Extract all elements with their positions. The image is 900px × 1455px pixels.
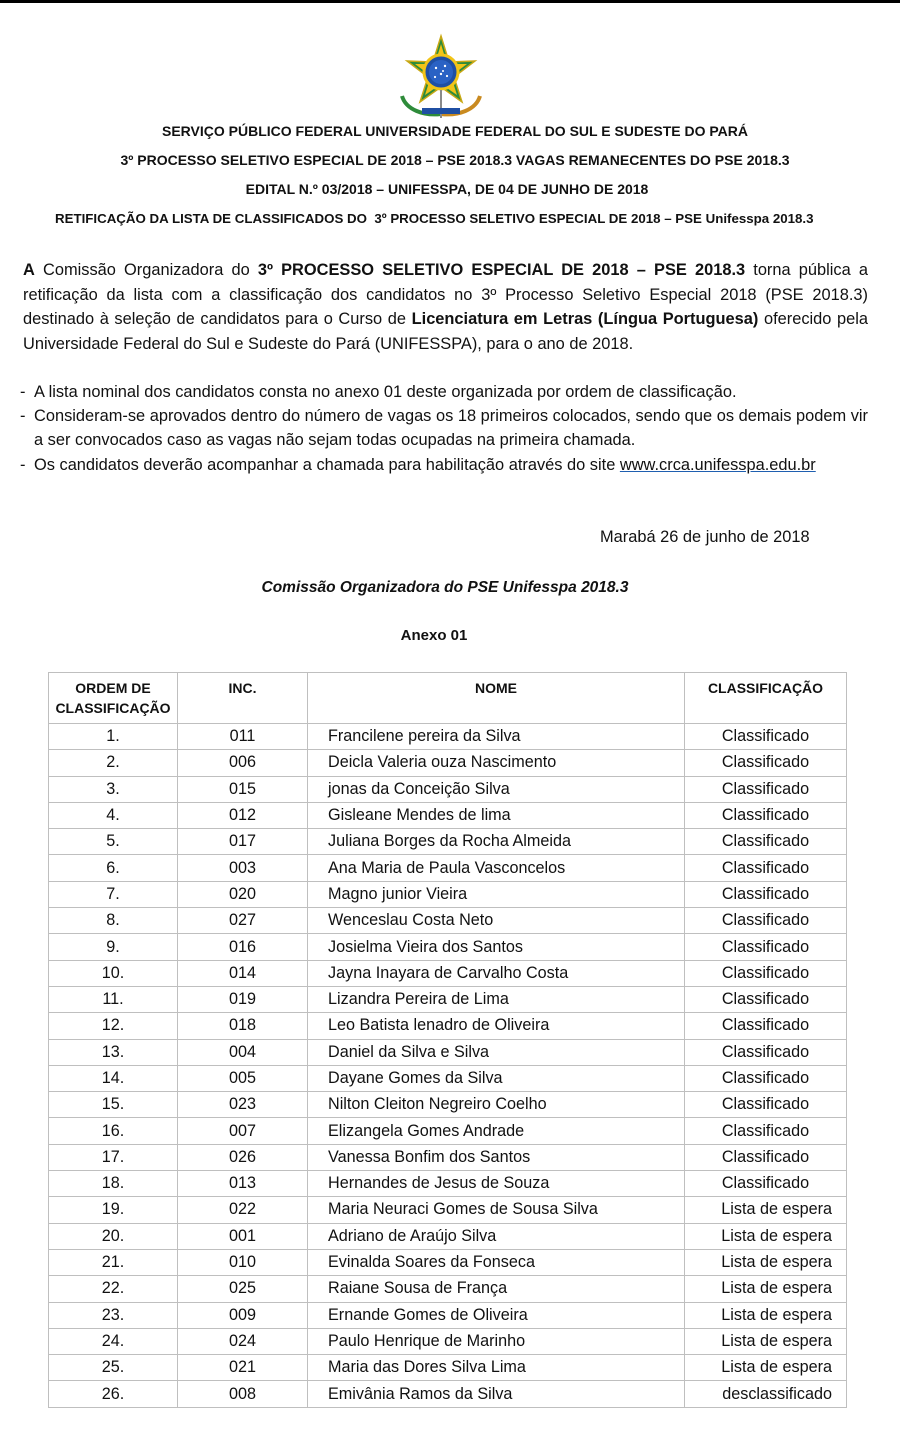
column-header-status: CLASSIFICAÇÃO	[685, 673, 847, 724]
header-line-3: EDITAL N.º 03/2018 – UNIFESSPA, DE 04 DE JUNHO DE 2018	[245, 181, 649, 197]
classification-table	[48, 672, 847, 1408]
bullet-dash: -	[20, 407, 26, 426]
status-cell: Classificado	[685, 724, 847, 750]
table-row	[49, 1328, 847, 1354]
order-cell: 24.	[49, 1328, 178, 1354]
bullet-list	[20, 380, 868, 477]
table-row	[49, 1171, 847, 1197]
status-cell: Classificado	[685, 881, 847, 907]
inc-cell: 022	[178, 1197, 308, 1223]
order-cell: 7.	[49, 881, 178, 907]
name-cell: Emivânia Ramos da Silva	[308, 1381, 685, 1407]
name-cell: Magno junior Vieira	[308, 881, 685, 907]
order-cell: 13.	[49, 1039, 178, 1065]
inc-cell: 018	[178, 1013, 308, 1039]
name-cell: Hernandes de Jesus de Souza	[308, 1171, 685, 1197]
dateline: Marabá 26 de junho de 2018	[600, 528, 810, 546]
order-cell: 20.	[49, 1223, 178, 1249]
name-cell: Dayane Gomes da Silva	[308, 1065, 685, 1091]
table-row	[49, 986, 847, 1012]
table-row	[49, 1223, 847, 1249]
table-row	[49, 934, 847, 960]
annex-title: Anexo 01	[400, 627, 468, 644]
order-cell: 23.	[49, 1302, 178, 1328]
status-cell: Lista de espera	[685, 1302, 847, 1328]
inc-cell: 017	[178, 829, 308, 855]
name-cell: Vanessa Bonfim dos Santos	[308, 1144, 685, 1170]
order-cell: 12.	[49, 1013, 178, 1039]
status-cell: Classificado	[685, 1144, 847, 1170]
status-cell: Lista de espera	[685, 1276, 847, 1302]
bullet-dash: -	[20, 383, 26, 401]
status-cell: Classificado	[685, 802, 847, 828]
inc-cell: 027	[178, 908, 308, 934]
name-cell: Leo Batista lenadro de Oliveira	[308, 1013, 685, 1039]
name-cell: Ernande Gomes de Oliveira	[308, 1302, 685, 1328]
status-cell: Classificado	[685, 908, 847, 934]
status-cell: Lista de espera	[685, 1355, 847, 1381]
bullet-dash: -	[20, 455, 26, 474]
order-cell: 22.	[49, 1276, 178, 1302]
status-cell: Lista de espera	[685, 1249, 847, 1275]
table-row	[49, 881, 847, 907]
table-row	[49, 750, 847, 776]
column-header-name: NOME	[308, 673, 685, 724]
inc-cell: 004	[178, 1039, 308, 1065]
order-cell: 19.	[49, 1197, 178, 1223]
table-row	[49, 1276, 847, 1302]
bullet-item-1	[20, 380, 868, 404]
name-cell: Paulo Henrique de Marinho	[308, 1328, 685, 1354]
intro-bold-a: A	[23, 261, 35, 279]
order-cell: 4.	[49, 802, 178, 828]
status-cell: Classificado	[685, 855, 847, 881]
name-cell: Elizangela Gomes Andrade	[308, 1118, 685, 1144]
table-row	[49, 1355, 847, 1381]
inc-cell: 023	[178, 1092, 308, 1118]
crca-site-link[interactable]: www.crca.unifesspa.edu.br	[619, 455, 816, 474]
status-cell: desclassificado	[685, 1381, 847, 1407]
table-row	[49, 829, 847, 855]
inc-cell: 014	[178, 960, 308, 986]
name-cell: jonas da Conceição Silva	[308, 776, 685, 802]
status-cell: Classificado	[685, 1118, 847, 1144]
inc-cell: 008	[178, 1381, 308, 1407]
bullet-text-1: A lista nominal dos candidatos consta no anexo 01 deste organizada por ordem de classificação.	[34, 383, 737, 401]
table-row	[49, 1118, 847, 1144]
order-cell: 21.	[49, 1249, 178, 1275]
order-cell: 16.	[49, 1118, 178, 1144]
order-cell: 14.	[49, 1065, 178, 1091]
bullet-text-2: Consideram-se aprovados dentro do número de vagas os 18 primeiros colocados, sendo que os demais podem vir a ser convocados caso as vagas não sejam todas ocupadas na primeira chamada.	[34, 407, 868, 450]
order-cell: 25.	[49, 1355, 178, 1381]
table-row	[49, 1013, 847, 1039]
table-row	[49, 1381, 847, 1407]
intro-bold-c: Licenciatura em Letras (Língua Portuguesa)	[411, 310, 759, 328]
inc-cell: 010	[178, 1249, 308, 1275]
name-cell: Wenceslau Costa Neto	[308, 908, 685, 934]
column-header-inc: INC.	[178, 673, 308, 724]
header-line-1: SERVIÇO PÚBLICO FEDERAL UNIVERSIDADE FEDERAL DO SUL E SUDESTE DO PARÁ	[161, 123, 748, 139]
table-body	[49, 724, 847, 1408]
status-cell: Lista de espera	[685, 1197, 847, 1223]
name-cell: Josielma Vieira dos Santos	[308, 934, 685, 960]
bullet-item-2	[20, 404, 868, 452]
intro-paragraph	[23, 258, 868, 356]
inc-cell: 025	[178, 1276, 308, 1302]
table-row	[49, 776, 847, 802]
table-row	[49, 724, 847, 750]
header-line-2: 3º PROCESSO SELETIVO ESPECIAL DE 2018 – PSE 2018.3 VAGAS REMANECENTES DO PSE 2018.3	[120, 152, 790, 168]
order-cell: 15.	[49, 1092, 178, 1118]
name-cell: Raiane Sousa de França	[308, 1276, 685, 1302]
status-cell: Classificado	[685, 1039, 847, 1065]
inc-cell: 015	[178, 776, 308, 802]
order-cell: 18.	[49, 1171, 178, 1197]
table-row	[49, 1302, 847, 1328]
table-row	[49, 802, 847, 828]
order-cell: 2.	[49, 750, 178, 776]
table-header-row	[49, 673, 847, 724]
order-cell: 6.	[49, 855, 178, 881]
name-cell: Daniel da Silva e Silva	[308, 1039, 685, 1065]
table-row	[49, 1092, 847, 1118]
table-row	[49, 1197, 847, 1223]
inc-cell: 009	[178, 1302, 308, 1328]
status-cell: Classificado	[685, 934, 847, 960]
name-cell: Adriano de Araújo Silva	[308, 1223, 685, 1249]
inc-cell: 024	[178, 1328, 308, 1354]
inc-cell: 019	[178, 986, 308, 1012]
classification-table-wrapper	[48, 672, 846, 1408]
name-cell: Deicla Valeria ouza Nascimento	[308, 750, 685, 776]
status-cell: Classificado	[685, 776, 847, 802]
status-cell: Classificado	[685, 1092, 847, 1118]
inc-cell: 021	[178, 1355, 308, 1381]
order-cell: 10.	[49, 960, 178, 986]
order-cell: 8.	[49, 908, 178, 934]
name-cell: Juliana Borges da Rocha Almeida	[308, 829, 685, 855]
name-cell: Evinalda Soares da Fonseca	[308, 1249, 685, 1275]
status-cell: Classificado	[685, 960, 847, 986]
order-cell: 9.	[49, 934, 178, 960]
name-cell: Maria Neuraci Gomes de Sousa Silva	[308, 1197, 685, 1223]
name-cell: Maria das Dores Silva Lima	[308, 1355, 685, 1381]
status-cell: Classificado	[685, 829, 847, 855]
header-line-4: RETIFICAÇÃO DA LISTA DE CLASSIFICADOS DO 3º PROCESSO SELETIVO ESPECIAL DE 2018 – PSE Unifesspa 2018.3	[55, 211, 814, 226]
status-cell: Classificado	[685, 750, 847, 776]
intro-text-b: torna pública a retificação da lista com a classificação dos candidatos no 3º Processo Seletivo Especial 2018 (PSE 2018.3) destinado à seleção de candidatos para o Curso de	[23, 261, 868, 328]
bullet-text-3-prefix: Os candidatos deverão acompanhar a chamada para habilitação através do site	[34, 455, 620, 474]
table-row	[49, 1144, 847, 1170]
top-border-line	[0, 0, 900, 3]
brazil-coat-of-arms-icon	[392, 30, 490, 120]
inc-cell: 011	[178, 724, 308, 750]
intro-text-a: Comissão Organizadora do	[34, 261, 258, 279]
status-cell: Classificado	[685, 1065, 847, 1091]
name-cell: Nilton Cleiton Negreiro Coelho	[308, 1092, 685, 1118]
table-row	[49, 855, 847, 881]
table-row	[49, 1249, 847, 1275]
column-header-order-line1: ORDEM DE	[75, 680, 151, 696]
name-cell: Francilene pereira da Silva	[308, 724, 685, 750]
status-cell: Classificado	[685, 986, 847, 1012]
inc-cell: 020	[178, 881, 308, 907]
name-cell: Gisleane Mendes de lima	[308, 802, 685, 828]
order-cell: 1.	[49, 724, 178, 750]
status-cell: Classificado	[685, 1013, 847, 1039]
column-header-order	[49, 673, 178, 724]
order-cell: 26.	[49, 1381, 178, 1407]
order-cell: 5.	[49, 829, 178, 855]
status-cell: Lista de espera	[685, 1223, 847, 1249]
table-row	[49, 960, 847, 986]
inc-cell: 013	[178, 1171, 308, 1197]
intro-text-c: oferecido pela Universidade Federal do Sul e Sudeste do Pará (UNIFESSPA), para o ano de 2018.	[23, 310, 868, 353]
inc-cell: 016	[178, 934, 308, 960]
order-cell: 11.	[49, 986, 178, 1012]
table-row	[49, 1065, 847, 1091]
order-cell: 3.	[49, 776, 178, 802]
inc-cell: 006	[178, 750, 308, 776]
table-row	[49, 908, 847, 934]
name-cell: Jayna Inayara de Carvalho Costa	[308, 960, 685, 986]
inc-cell: 001	[178, 1223, 308, 1249]
name-cell: Lizandra Pereira de Lima	[308, 986, 685, 1012]
status-cell: Lista de espera	[685, 1328, 847, 1354]
column-header-order-line2: CLASSIFICAÇÃO	[55, 700, 171, 716]
inc-cell: 005	[178, 1065, 308, 1091]
inc-cell: 012	[178, 802, 308, 828]
name-cell: Ana Maria de Paula Vasconcelos	[308, 855, 685, 881]
intro-bold-b: 3º PROCESSO SELETIVO ESPECIAL DE 2018 – PSE 2018.3	[257, 261, 746, 279]
table-row	[49, 1039, 847, 1065]
inc-cell: 026	[178, 1144, 308, 1170]
status-cell: Classificado	[685, 1171, 847, 1197]
inc-cell: 007	[178, 1118, 308, 1144]
inc-cell: 003	[178, 855, 308, 881]
bullet-text-3	[34, 453, 868, 477]
bullet-item-3	[20, 453, 868, 477]
order-cell: 17.	[49, 1144, 178, 1170]
committee-signature: Comissão Organizadora do PSE Unifesspa 2018.3	[261, 579, 629, 596]
